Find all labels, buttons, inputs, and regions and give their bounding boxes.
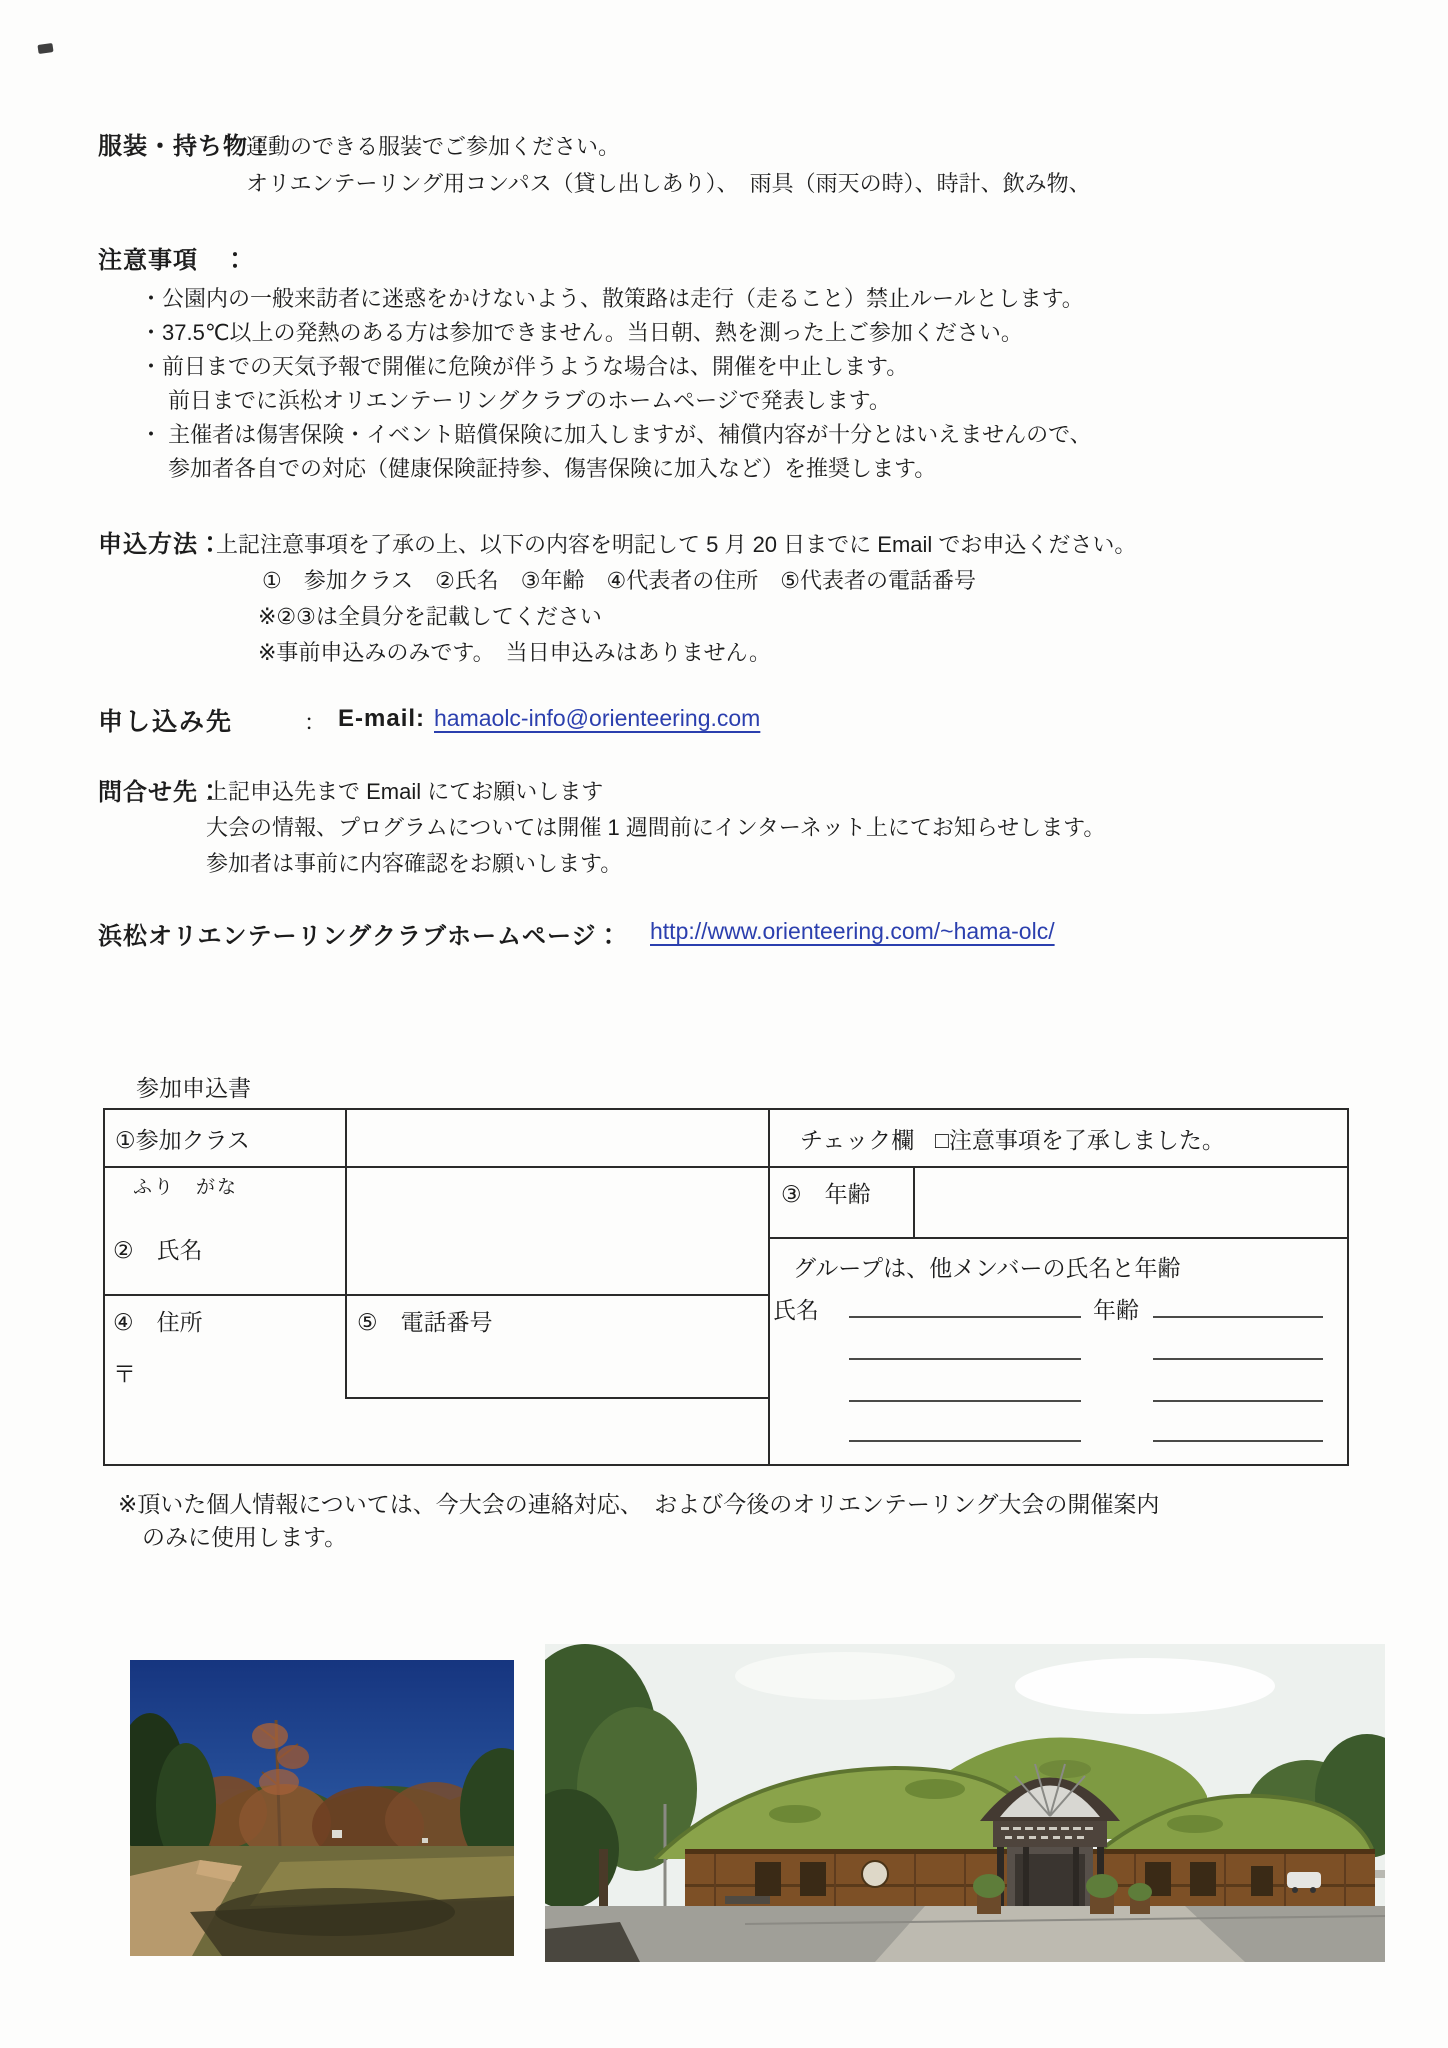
group-age-blank-line [1153,1316,1323,1318]
contact-line-2: 大会の情報、プログラムについては開催 1 週間前にインターネット上にてお知らせします。 [206,815,1106,840]
table-line-h1 [105,1166,1347,1168]
notes-line-6: 参加者各自での対応（健康保険証持参、傷害保険に加入など）を推奨します。 [168,456,937,481]
privacy-note-line-1: ※頂いた個人情報については、今大会の連絡対応、 および今後のオリエンテーリング大会の開催案内 [118,1491,1160,1517]
address-field-label: ④ 住所 [113,1309,203,1335]
privacy-note-line-2: のみに使用します。 [142,1524,348,1550]
notes-line-4: 前日までに浜松オリエンテーリングクラブのホームページで発表します。 [168,388,891,413]
notes-line-5: ・ 主催者は傷害保険・イベント賠償保険に加入しますが、補償内容が十分とはいえませんので、 [140,422,1092,447]
group-name-blank-line [849,1440,1081,1442]
form-title: 参加申込書 [136,1075,251,1101]
park-photo-illustration [130,1660,514,1956]
scan-artifact [37,43,53,54]
furigana-label: ふり がな [133,1177,239,1198]
notes-line-1: ・公園内の一般来訪者に迷惑をかけないよう、散策路は走行（走ること）禁止ルールとします。 [140,286,1084,311]
contact-line-1: 上記申込先まで Email にてお願いします [206,779,604,804]
notes-line-3: ・前日までの天気予報で開催に危険が伴うような場合は、開催を中止します。 [140,354,909,379]
apply-to-label: 申し込み先 [98,708,234,736]
application-form-table [103,1108,1349,1466]
visitor-center-illustration [545,1644,1385,1962]
how-to-apply-line-1: 上記注意事項を了承の上、以下の内容を明記して 5 月 20 日までに Email でお申込ください。 [216,532,1137,557]
contact-label: 問合せ先： [98,779,223,806]
group-name-label: 氏名 [773,1297,819,1323]
how-to-apply-line-2: ① 参加クラス ②氏名 ③年齢 ④代表者の住所 ⑤代表者の電話番号 [262,568,976,593]
group-name-blank-line [849,1358,1081,1360]
table-line-v3 [913,1166,915,1237]
homepage-url-link[interactable]: http://www.orienteering.com/~hama-olc/ [650,918,1055,944]
check-column-label: チェック欄 [800,1127,915,1153]
table-line-h3 [768,1237,1347,1239]
table-line-h2 [105,1294,768,1296]
apply-to-separator: ： [304,710,327,735]
group-name-blank-line [849,1400,1081,1402]
park-landscape-photo [130,1660,514,1956]
phone-field-underline [345,1397,768,1399]
how-to-apply-label: 申込方法： [98,531,223,558]
notes-line-2: ・37.5℃以上の発熱のある方は参加できません。当日朝、熱を測った上ご参加ください。 [140,320,1023,345]
table-line-v2 [768,1110,770,1464]
table-line-v1 [345,1110,347,1397]
class-field-label: ①参加クラス [115,1127,250,1153]
homepage-label: 浜松オリエンテーリングクラブホームページ： [98,923,622,950]
group-age-blank-line [1153,1440,1323,1442]
contact-line-3: 参加者は事前に内容確認をお願いします。 [206,851,623,876]
phone-field-label: ⑤ 電話番号 [357,1309,493,1335]
attire-line-1: 運動のできる服装でご参加ください。 [246,134,621,159]
attire-label: 服装・持ち物： [98,133,273,160]
application-email-link[interactable]: hamaolc-info@orienteering.com [434,705,761,731]
name-field-label: ② 氏名 [113,1237,203,1263]
group-age-label: 年齢 [1093,1297,1139,1323]
email-prefix: E-mail: [338,705,426,732]
group-name-blank-line [849,1316,1081,1318]
how-to-apply-line-3: ※②③は全員分を記載してください [258,604,602,629]
postal-mark: 〒 [113,1361,136,1387]
how-to-apply-line-4: ※事前申込みのみです。 当日申込みはありません。 [258,640,771,665]
visitor-center-photo [545,1644,1385,1962]
group-note: グループは、他メンバーの氏名と年齢 [793,1255,1181,1281]
group-age-blank-line [1153,1400,1323,1402]
terms-checkbox-text: □注意事項を了承しました。 [935,1127,1225,1153]
group-age-blank-line [1153,1358,1323,1360]
age-field-label: ③ 年齢 [781,1181,871,1207]
attire-line-2: オリエンテーリング用コンパス（貸し出しあり）、 雨具（雨天の時）、時計、飲み物、 [246,171,1091,196]
notes-label: 注意事項 ： [98,247,248,274]
